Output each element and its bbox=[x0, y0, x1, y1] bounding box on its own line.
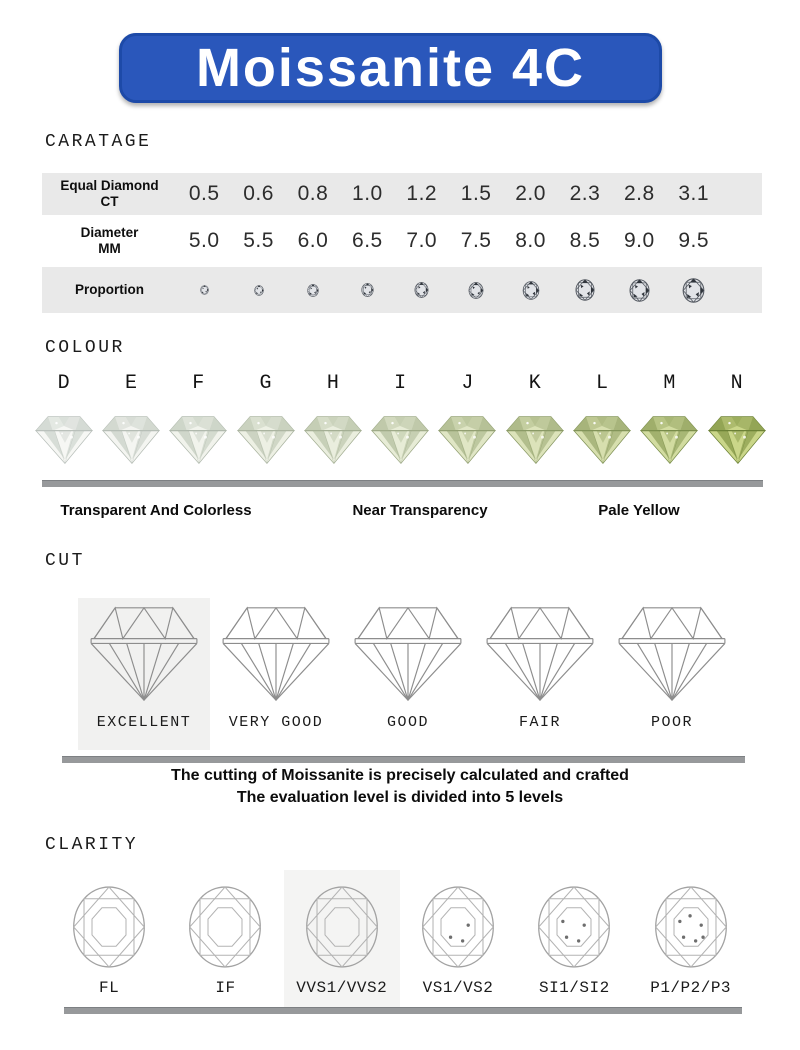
row-label-equal-diamond-ct: Equal Diamond CT bbox=[60, 177, 159, 209]
cut-grade-very-good bbox=[210, 598, 342, 750]
colour-grade-letter-g: G bbox=[259, 372, 272, 395]
colour-grade-letter-j: J bbox=[461, 372, 474, 395]
cut-diamond-side-icon bbox=[168, 414, 228, 466]
clarity-grade-fl bbox=[51, 870, 167, 1008]
diamond-wireframe-icon bbox=[481, 604, 599, 704]
colour-gem-cell-h bbox=[299, 404, 366, 466]
round-brilliant-top-icon bbox=[303, 884, 381, 970]
carat-value: 1.2 bbox=[406, 182, 438, 205]
proportion-gem-cell bbox=[340, 278, 394, 303]
colour-grade-letter-e: E bbox=[124, 372, 137, 395]
clarity-divider-bar bbox=[64, 1007, 742, 1014]
round-brilliant-top-icon bbox=[652, 884, 730, 970]
round-brilliant-photo-icon bbox=[629, 279, 650, 302]
caratage-table bbox=[42, 173, 762, 313]
colour-gem-cell-l bbox=[568, 404, 635, 466]
colour-grade-letter-h: H bbox=[326, 372, 339, 395]
diamond-wireframe-icon bbox=[349, 604, 467, 704]
round-brilliant-top-icon bbox=[419, 884, 497, 970]
proportion-gem-cell bbox=[667, 278, 721, 303]
colour-gem-cell-f bbox=[165, 404, 232, 466]
cut-diamond-side-icon bbox=[707, 414, 767, 466]
round-brilliant-top-icon bbox=[186, 884, 264, 970]
cut-diamond-side-icon bbox=[572, 414, 632, 466]
carat-value: 0.5 bbox=[188, 182, 220, 205]
clarity-grade-label: P1/P2/P3 bbox=[650, 979, 732, 997]
colour-divider-bar bbox=[42, 480, 763, 487]
diameter-value: 5.0 bbox=[188, 229, 220, 252]
proportion-gem-cell bbox=[612, 278, 666, 303]
table-row-proportion bbox=[42, 267, 762, 313]
colour-gem-cell-k bbox=[501, 404, 568, 466]
colour-group-labels bbox=[0, 502, 800, 522]
cut-divider-bar bbox=[62, 756, 745, 763]
proportion-gems bbox=[177, 278, 721, 303]
diameter-value: 9.5 bbox=[678, 229, 710, 252]
cut-grade-label: GOOD bbox=[386, 714, 429, 731]
colour-grade-letter-k: K bbox=[528, 372, 541, 395]
colour-group-label-pale-yellow: Pale Yellow bbox=[598, 502, 680, 519]
colour-grade-letter-d: D bbox=[57, 372, 70, 395]
clarity-grade-label: FL bbox=[99, 979, 120, 997]
cut-grade-fair bbox=[474, 598, 606, 750]
diameter-value: 9.0 bbox=[623, 229, 655, 252]
cut-diamond-side-icon bbox=[236, 414, 296, 466]
clarity-grade-if bbox=[167, 870, 283, 1008]
clarity-grade-label: VS1/VS2 bbox=[422, 979, 494, 997]
cut-caption-line2: The evaluation level is divided into 5 levels bbox=[236, 789, 564, 806]
colour-group-label-transparent: Transparent And Colorless bbox=[60, 502, 252, 519]
cut-diamond-side-icon bbox=[101, 414, 161, 466]
cut-grade-good bbox=[342, 598, 474, 750]
carat-value: 2.3 bbox=[569, 182, 601, 205]
diameter-value: 7.0 bbox=[406, 229, 438, 252]
diameter-value: 8.0 bbox=[515, 229, 546, 252]
clarity-heading: CLARITY bbox=[45, 835, 139, 855]
round-brilliant-photo-icon bbox=[575, 279, 595, 301]
cut-grade-label: VERY GOOD bbox=[228, 714, 324, 731]
cut-grades-row bbox=[78, 598, 738, 750]
clarity-grade-p1-p2-p3 bbox=[632, 870, 748, 1008]
diameter-value: 5.5 bbox=[243, 229, 274, 252]
clarity-grade-label: SI1/SI2 bbox=[538, 979, 610, 997]
clarity-grade-vvs1-vvs2 bbox=[284, 870, 400, 1008]
clarity-grade-vs1-vs2 bbox=[400, 870, 516, 1008]
round-brilliant-photo-icon bbox=[682, 278, 705, 303]
diameter-value: 7.5 bbox=[460, 229, 492, 252]
carat-values bbox=[177, 182, 721, 206]
colour-gem-cell-i bbox=[366, 404, 433, 466]
page-title: Moissanite 4C bbox=[195, 38, 586, 98]
round-brilliant-photo-icon bbox=[200, 285, 209, 295]
cut-grade-excellent bbox=[78, 598, 210, 750]
round-brilliant-photo-icon bbox=[414, 282, 429, 298]
clarity-grade-si1-si2 bbox=[516, 870, 632, 1008]
colour-gem-cell-n bbox=[703, 404, 770, 466]
cut-diamond-side-icon bbox=[437, 414, 497, 466]
table-row-diameter-mm bbox=[42, 215, 762, 267]
cut-diamond-side-icon bbox=[370, 414, 430, 466]
colour-grade-letter-f: F bbox=[192, 372, 205, 395]
carat-value: 2.0 bbox=[515, 182, 546, 205]
diameter-value: 8.5 bbox=[569, 229, 601, 252]
round-brilliant-photo-icon bbox=[522, 281, 540, 300]
carat-value: 2.8 bbox=[623, 182, 655, 205]
row-label-proportion: Proportion bbox=[75, 281, 144, 297]
cut-diamond-side-icon bbox=[505, 414, 565, 466]
colour-grade-letter-i: I bbox=[394, 372, 407, 395]
cut-grade-poor bbox=[606, 598, 738, 750]
caratage-heading: CARATAGE bbox=[45, 132, 152, 152]
colour-grade-letter-n: N bbox=[730, 372, 743, 395]
cut-heading: CUT bbox=[45, 551, 85, 571]
carat-value: 0.8 bbox=[297, 182, 329, 205]
diamond-wireframe-icon bbox=[217, 604, 335, 704]
colour-gem-cell-g bbox=[232, 404, 299, 466]
proportion-gem-cell bbox=[449, 278, 503, 303]
table-row-equal-diamond-ct bbox=[42, 173, 762, 215]
proportion-gem-cell bbox=[503, 278, 557, 303]
clarity-grade-label: IF bbox=[215, 979, 236, 997]
colour-grade-letter-m: M bbox=[663, 372, 676, 395]
diamond-wireframe-icon bbox=[85, 604, 203, 704]
cut-diamond-side-icon bbox=[303, 414, 363, 466]
diameter-value: 6.0 bbox=[297, 229, 329, 252]
colour-gem-cell-d bbox=[30, 404, 97, 466]
diameter-values bbox=[177, 229, 721, 253]
proportion-gem-cell bbox=[231, 278, 285, 303]
diameter-value: 6.5 bbox=[352, 229, 383, 252]
cut-caption-line1: The cutting of Moissanite is precisely calculated and crafted bbox=[171, 767, 629, 784]
title-banner bbox=[119, 33, 662, 103]
proportion-gem-cell bbox=[558, 278, 612, 303]
cut-grade-label: EXCELLENT bbox=[96, 714, 192, 731]
carat-value: 1.0 bbox=[352, 182, 383, 205]
round-brilliant-top-icon bbox=[535, 884, 613, 970]
carat-value: 0.6 bbox=[243, 182, 274, 205]
cut-diamond-side-icon bbox=[639, 414, 699, 466]
cut-grade-label: POOR bbox=[650, 714, 693, 731]
round-brilliant-photo-icon bbox=[361, 283, 374, 297]
colour-grade-letter-l: L bbox=[596, 372, 609, 395]
colour-heading: COLOUR bbox=[45, 338, 125, 358]
colour-grade-letters bbox=[30, 372, 770, 395]
proportion-gem-cell bbox=[286, 278, 340, 303]
clarity-grade-label: VVS1/VVS2 bbox=[296, 979, 388, 997]
colour-gem-cell-m bbox=[636, 404, 703, 466]
proportion-gem-cell bbox=[395, 278, 449, 303]
cut-grade-label: FAIR bbox=[518, 714, 561, 731]
colour-gem-cell-e bbox=[97, 404, 164, 466]
clarity-grades-row bbox=[51, 870, 749, 1008]
diamond-wireframe-icon bbox=[613, 604, 731, 704]
colour-grade-gems bbox=[30, 404, 770, 466]
round-brilliant-photo-icon bbox=[307, 284, 319, 297]
colour-gem-cell-j bbox=[434, 404, 501, 466]
colour-group-label-near-transparency: Near Transparency bbox=[352, 502, 488, 519]
carat-value: 1.5 bbox=[460, 182, 492, 205]
row-label-diameter-mm: Diameter MM bbox=[80, 224, 139, 256]
round-brilliant-photo-icon bbox=[254, 285, 264, 296]
carat-value: 3.1 bbox=[678, 182, 710, 205]
round-brilliant-top-icon bbox=[70, 884, 148, 970]
cut-diamond-side-icon bbox=[34, 414, 94, 466]
round-brilliant-photo-icon bbox=[468, 282, 484, 299]
proportion-gem-cell bbox=[177, 278, 231, 303]
